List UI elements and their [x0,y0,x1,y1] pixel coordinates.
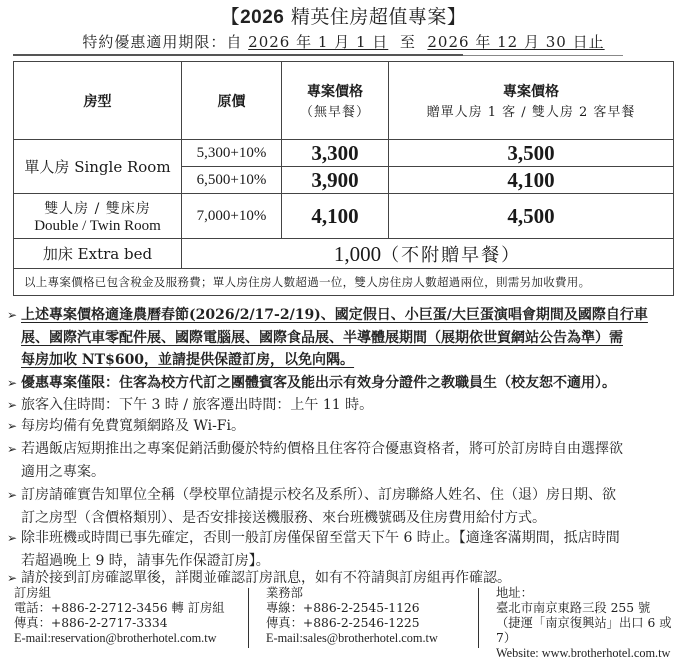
footnote-row [14,269,674,296]
divider [13,54,463,56]
bullet-line: 旅客入住時間：下午 3 時 / 旅客遷出時間：上午 11 時。 [21,397,374,413]
sales-fax: 傳真：+886-2-2546-1225 [266,616,420,630]
bullet-line: 若遇飯店短期推出之專案促銷活動優於特約價格且住客符合優惠資格者，將可於訂房時自由選擇欲 [21,441,623,457]
address-line2: （捷運「南京復興站」出口 6 或 7） [496,616,672,645]
price-no-breakfast: 3,900 [282,167,389,194]
arrow-icon: ➢ [7,571,18,585]
bullet-wifi [7,415,679,438]
reservation-phone: 電話：+886-2-2712-3456 轉 訂房組 [14,601,225,615]
header-no-breakfast-sub: （無早餐） [299,105,370,120]
original-price: 5,300+10% [182,140,282,167]
original-price: 7,000+10% [182,194,282,239]
header-breakfast-sub: 贈單人房 1 客 / 雙人房 2 客早餐 [426,105,636,120]
title-bracket-open: 【 [220,6,241,28]
sales-title: 業務部 [266,586,303,600]
arrow-icon: ➢ [7,419,18,433]
header-room-type: 房型 [14,62,182,140]
address-title: 地址： [496,586,533,600]
header-with-breakfast [389,62,674,140]
page-title [0,2,687,29]
title-bracket-close: 】 [446,6,467,28]
table-row [14,140,674,167]
bullet-line: 每房加收 NT$600，並請提供保證訂房，以免向隅。 [21,352,355,368]
website-link[interactable]: Website: www.brotherhotel.com.tw [496,646,671,660]
arrow-icon: ➢ [7,376,18,390]
price-no-breakfast: 4,100 [282,194,389,239]
bullet-line: 請於接到訂房確認單後，詳閱並確認訂房訊息，如有不符請與訂房組再作確認。 [21,570,511,586]
bullet-hold-policy [7,527,679,572]
arrow-icon: ➢ [7,442,18,456]
room-type-en: Double / Twin Room [34,217,161,234]
arrow-icon: ➢ [7,308,18,322]
address-line1: 臺北市南京東路三段 255 號 [496,601,651,615]
bullet-checkin [7,394,679,417]
header-breakfast-title: 專案價格 [503,84,559,100]
contact-address [496,586,684,661]
bullet-line: 訂房請確實告知單位全稱（學校單位請提示校名及系所）、訂房聯絡人姓名、住（退）房日期、欲 [21,487,616,503]
contact-sales [266,586,438,646]
rate-table [13,61,674,296]
room-type-double-twin [14,194,182,239]
price-no-breakfast: 3,300 [282,140,389,167]
price-with-breakfast: 4,500 [389,194,674,239]
extra-bed-price-cell [182,239,674,269]
bullet-booking-info [7,484,679,529]
table-row [14,194,674,239]
bullet-line: 若超過晚上 9 時，請事先作保證訂房】。 [21,552,270,569]
price-with-breakfast: 3,500 [389,140,674,167]
period-to: 至 [399,33,416,51]
original-price: 6,500+10% [182,167,282,194]
title-text: 精英住房超值專案 [290,6,447,28]
table-header-row [14,62,674,140]
bullet-line: 除非班機或時間已事先確定，否則一般訂房僅保留至當天下午 6 時止。【適逢客滿期間，抵店時間 [21,530,620,546]
validity-period [0,31,687,52]
header-original-price: 原價 [182,62,282,140]
contact-reservation [14,586,225,646]
arrow-icon: ➢ [7,398,18,412]
header-no-breakfast [282,62,389,140]
extra-bed-label: 加床 Extra bed [14,239,182,269]
bullet-line: 適用之專案。 [21,463,105,480]
period-label: 特約優惠適用期限：自 [82,33,243,51]
divider [248,588,249,648]
period-end: 2026 年 12 月 30 日 [427,33,589,51]
bullet-line: 上述專案價格適逢農曆春節(2026/2/17-2/19)、國定假日、小巨蛋/大巨蛋演唱會期間及國際自行車 [21,307,648,323]
bullet-line: 優惠專案僅限：住客為校方代訂之團體賓客及能出示有效身分證件之教職員生（校友恕不適用）。 [21,375,616,391]
period-start: 2026 年 1 月 1 日 [248,33,389,51]
price-with-breakfast: 4,100 [389,167,674,194]
extra-bed-row [14,239,674,269]
bullet-eligibility [7,372,679,395]
divider [478,588,479,648]
reservation-fax: 傳真：+886-2-2717-3334 [14,616,168,630]
bullet-line: 每房均備有免費寬頻網路及 Wi-Fi。 [21,418,245,434]
bullet-line: 展、國際汽車零配件展、國際電腦展、國際食品展、半導體展期間（展期依世貿網站公告為準）需 [21,329,623,346]
bullet-promotion [7,438,679,483]
divider [463,55,623,56]
bullet-surcharge [7,304,679,372]
period-suffix: 止 [588,33,605,51]
reservation-title: 訂房組 [14,586,51,600]
arrow-icon: ➢ [7,488,18,502]
table-footnote: 以上專案價格已包含稅金及服務費；單人房住房人數超過一位，雙人房住房人數超過兩位，則需另加收費用。 [14,269,674,296]
extra-bed-price: 1,000 [333,241,382,266]
sales-phone: 專線：+886-2-2545-1126 [266,601,420,615]
extra-bed-note: （不附贈早餐） [381,244,522,266]
arrow-icon: ➢ [7,531,18,545]
bullet-line: 訂之房型（含價格類別）、是否安排接送機服務、來台班機號碼及住房費用給付方式。 [21,509,546,526]
title-year: 2026 [240,7,285,28]
reservation-email-link[interactable]: E-mail:reservation@brotherhotel.com.tw [14,631,217,645]
sales-email-link[interactable]: E-mail:sales@brotherhotel.com.tw [266,631,438,645]
header-no-breakfast-title: 專案價格 [307,84,363,100]
room-type-single: 單人房 Single Room [14,140,182,194]
room-type-zh: 雙人房 / 雙床房 [44,200,151,217]
